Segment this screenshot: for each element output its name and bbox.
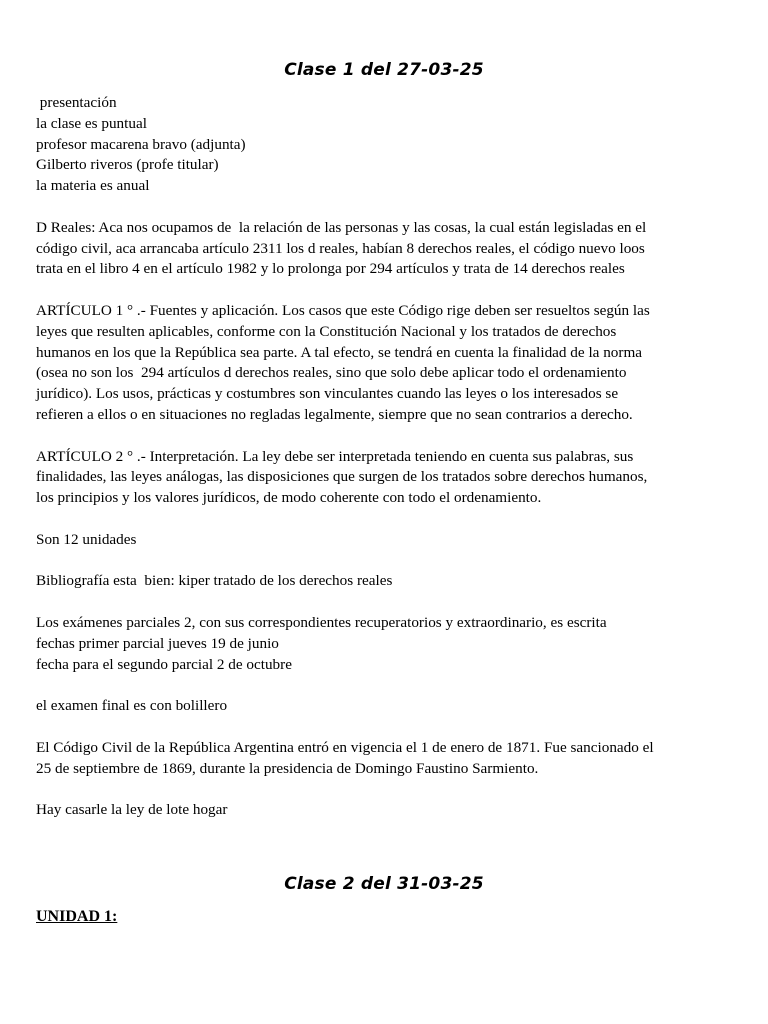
intro-block: [36, 93, 726, 197]
paragraph-gap: [36, 592, 726, 613]
paragraph-line: 25 de septiembre de 1869, durante la presidencia de Domingo Faustino Sarmiento.: [36, 759, 539, 777]
intro-line: presentación: [36, 94, 117, 111]
paragraph-line: trata en el libro 4 en el artículo 1982 y lo prolonga por 294 artículos y trata de 14 derechos reales: [36, 260, 625, 278]
paragraph-gap: [36, 280, 726, 301]
paragraph-line: refieren a ellos o en situaciones no regladas legalmente, siempre que no sean contrarios a derecho.: [36, 405, 633, 423]
paragraph-gap: [36, 426, 726, 447]
articulo-2-paragraph: [36, 447, 726, 509]
paragraph-line: ARTÍCULO 1 ° .- Fuentes y aplicación. Los casos que este Código rige deben ser resueltos según las: [36, 301, 650, 319]
articulo-1-paragraph: [36, 301, 726, 426]
paragraph-line: fecha para el segundo parcial 2 de octubre: [36, 655, 292, 673]
paragraph-gap: [36, 675, 726, 696]
paragraph-gap: [36, 197, 726, 218]
paragraph-line: ARTÍCULO 2 ° .- Interpretación. La ley debe ser interpretada teniendo en cuenta sus palabras, sus: [36, 447, 634, 465]
paragraph-line: los principios y los valores jurídicos, de modo coherente con todo el ordenamiento.: [36, 489, 542, 507]
bibliografia-line: Bibliografía esta bien: kiper tratado de los derechos reales: [36, 572, 393, 590]
paragraph-gap: [36, 779, 726, 800]
paragraph-gap: [36, 509, 726, 530]
paragraph-line: (osea no son los 294 artículos d derechos reales, sino que solo debe aplicar todo el ordenamiento: [36, 364, 627, 382]
class-1-title: Clase 1 del 27-03-25: [284, 60, 484, 80]
codigo-civil-paragraph: [36, 738, 726, 780]
paragraph-line: finalidades, las leyes análogas, las disposiciones que surgen de los tratados sobre derechos humanos,: [36, 468, 648, 486]
paragraph-line: fechas primer parcial jueves 19 de junio: [36, 634, 279, 652]
paragraph-gap: [36, 551, 726, 572]
class-2-title: Clase 2 del 31-03-25: [284, 874, 484, 894]
unit-1-heading: UNIDAD 1:: [36, 908, 118, 925]
lote-hogar-line: Hay casarle la ley de lote hogar: [36, 801, 228, 819]
paragraph-line: D Reales: Aca nos ocupamos de la relación de las personas y las cosas, la cual están legisladas en el: [36, 218, 647, 236]
paragraph-gap: [36, 717, 726, 738]
paragraph-line: leyes que resulten aplicables, conforme con la Constitución Nacional y los tratados de derechos: [36, 322, 617, 340]
examen-final-line: el examen final es con bolillero: [36, 697, 228, 715]
examenes-paragraph: [36, 613, 726, 675]
intro-line: profesor macarena bravo (adjunta): [36, 135, 246, 153]
paragraph-line: código civil, aca arrancaba artículo 2311 los d reales, habían 8 derechos reales, el código nuevo loos: [36, 239, 645, 257]
intro-line: la materia es anual: [36, 177, 150, 195]
paragraph-line: El Código Civil de la República Argentina entró en vigencia el 1 de enero de 1871. Fue sancionado el: [36, 738, 654, 756]
intro-line: la clase es puntual: [36, 114, 147, 132]
class-1-notes: [36, 93, 726, 821]
paragraph-line: humanos en los que la República sea parte. A tal efecto, se tendrá en cuenta la finalidad de la norma: [36, 343, 643, 361]
paragraph-line: Los exámenes parciales 2, con sus correspondientes recuperatorios y extraordinario, es escrita: [36, 613, 607, 631]
derechos-reales-paragraph: [36, 218, 726, 280]
paragraph-line: jurídico). Los usos, prácticas y costumbres son vinculantes cuando las leyes o los interesados se: [36, 385, 619, 403]
intro-line: Gilberto riveros (profe titular): [36, 156, 219, 174]
unidades-line: Son 12 unidades: [36, 530, 137, 548]
